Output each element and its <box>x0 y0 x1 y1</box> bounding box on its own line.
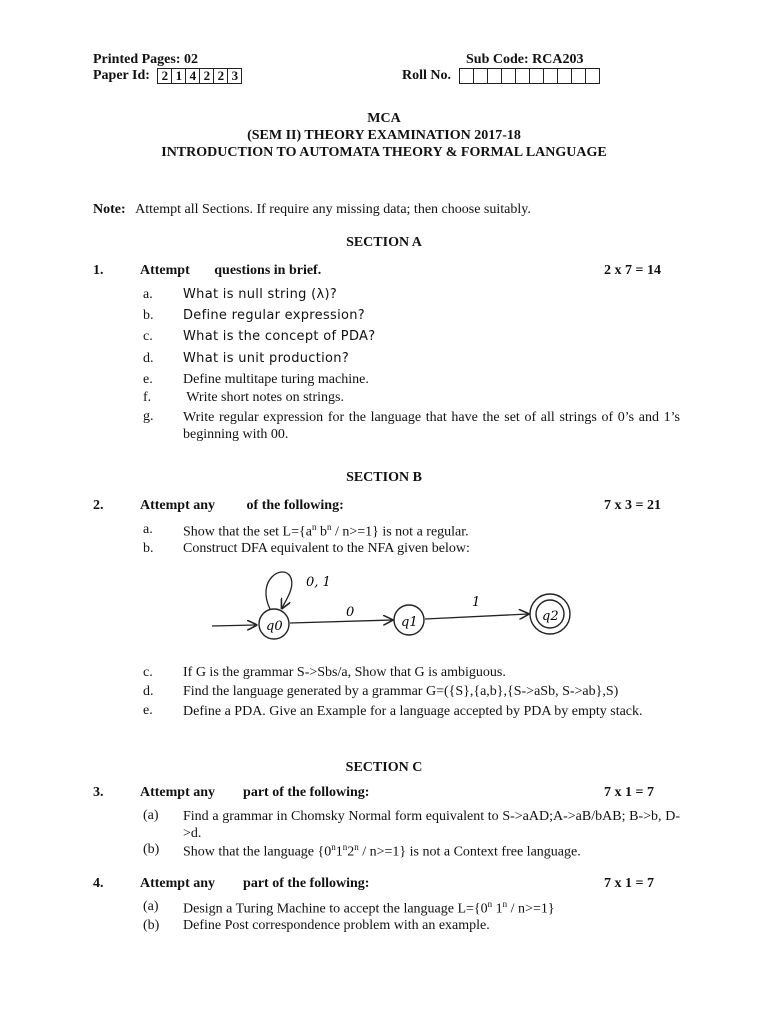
loop-label: 0, 1 <box>306 575 331 590</box>
paper-id-boxes <box>157 68 242 84</box>
item-label: g. <box>143 409 154 424</box>
item-label: a. <box>143 522 153 537</box>
q2b-text: Construct DFA equivalent to the NFA given below: <box>183 541 470 556</box>
state-q2-label: q2 <box>542 609 559 624</box>
item-label: c. <box>143 329 153 344</box>
paper-id-digit: 4 <box>186 69 200 83</box>
q1a-text: What is null string (λ)? <box>183 287 338 302</box>
section-c-title: SECTION C <box>345 760 423 775</box>
q3b-text: Show that the language {0$^n$1$^n$2$^n$ / n>=1} is not a Context free language. <box>183 842 581 860</box>
q4b-text: Define Post correspondence problem with an example. <box>183 918 490 933</box>
edge-q0-q1 <box>290 620 392 623</box>
item-label: (b) <box>143 842 160 857</box>
item-label: a. <box>143 287 153 302</box>
paper-id-digit: 3 <box>231 68 239 83</box>
q2e-text: Define a PDA. Give an Example for a language accepted by PDA by empty stack. <box>183 704 643 719</box>
edge-q1-q2-label: 1 <box>472 595 481 610</box>
roll-no <box>402 68 600 84</box>
roll-no-label: Roll No. <box>402 68 451 84</box>
state-q0-label: q0 <box>266 619 283 634</box>
subject-title: INTRODUCTION TO AUTOMATA THEORY & FORMAL LANGUAGE <box>161 145 607 160</box>
q1-marks: 2 x 7 = 14 <box>604 263 661 278</box>
roll-no-boxes <box>459 68 600 84</box>
item-label: e. <box>143 703 153 718</box>
paper-id-label: Paper Id: <box>93 68 150 84</box>
q1g-text: Write regular expression for the language that have the set of all strings of 0’s and 1’s beginning with 00. <box>183 410 680 442</box>
item-label: (b) <box>143 918 160 933</box>
item-label: (a) <box>143 899 159 914</box>
q1e-text: Define multitape turing machine. <box>183 372 369 387</box>
item-label: c. <box>143 665 153 680</box>
paper-id-digit: 2 <box>200 69 214 83</box>
self-loop <box>266 572 292 609</box>
state-q1-label: q1 <box>401 615 418 630</box>
q3-marks: 7 x 1 = 7 <box>604 785 654 800</box>
q1c-text: What is the concept of PDA? <box>183 329 376 344</box>
paper-id-digit: 1 <box>172 69 186 83</box>
q1-instruction: Attempt questions in brief. <box>140 263 322 278</box>
q4-instruction: Attempt any part of the following: <box>140 876 370 891</box>
exam-title: (SEM II) THEORY EXAMINATION 2017-18 <box>247 128 521 143</box>
edge-q0-q1-label: 0 <box>346 605 355 620</box>
q2a-text: Show that the set $L=\{a^n$ $b^n / n>=1$} is not a regular. <box>183 522 469 540</box>
section-b-title: SECTION B <box>346 470 422 485</box>
q2-marks: 7 x 3 = 21 <box>604 498 661 513</box>
nfa-diagram <box>200 560 600 652</box>
edge-q1-q2 <box>425 614 528 619</box>
note-text: Attempt all Sections. If require any missing data; then choose suitably. <box>135 202 531 217</box>
item-label: e. <box>143 372 153 387</box>
q2c-text: If G is the grammar S->Sbs/a, Show that G is ambiguous. <box>183 665 506 680</box>
q2-number: 2. <box>93 498 104 513</box>
q2-instruction: Attempt any of the following: <box>140 498 344 513</box>
q4a-text: Design a Turing Machine to accept the language $L=\{0^n$ 1$^n$ / n>=1} <box>183 899 555 917</box>
q3-instruction: Attempt any part of the following: <box>140 785 370 800</box>
q3a-text: Find a grammar in Chomsky Normal form equivalent to S->aAD;A->aB/bAB; B->b, D->d. <box>183 809 680 841</box>
item-label: (a) <box>143 808 159 823</box>
section-a-title: SECTION A <box>346 235 422 250</box>
q1d-text: What is unit production? <box>183 351 350 366</box>
course-title: MCA <box>367 111 401 126</box>
item-label: b. <box>143 541 154 556</box>
q2d-text: Find the language generated by a grammar G=({S},{a,b},{S->aSb, S->ab},S) <box>183 684 619 699</box>
item-label: b. <box>143 308 154 323</box>
paper-id <box>93 68 242 84</box>
q4-number: 4. <box>93 876 104 891</box>
note <box>93 202 531 218</box>
q3-number: 3. <box>93 785 104 800</box>
paper-id-digit: 2 <box>158 69 172 83</box>
item-label: d. <box>143 684 154 699</box>
sub-code: Sub Code: RCA203 <box>466 52 584 67</box>
start-arrow <box>212 625 256 626</box>
q1-number: 1. <box>93 263 104 278</box>
item-label: d. <box>143 351 154 366</box>
q4-marks: 7 x 1 = 7 <box>604 876 654 891</box>
q1f-text: Write short notes on strings. <box>183 390 344 405</box>
paper-id-digit: 2 <box>214 69 228 83</box>
note-label: Note: <box>93 202 126 217</box>
item-label: f. <box>143 390 152 405</box>
printed-pages: Printed Pages: 02 <box>93 52 198 67</box>
q1b-text: Define regular expression? <box>183 308 365 323</box>
